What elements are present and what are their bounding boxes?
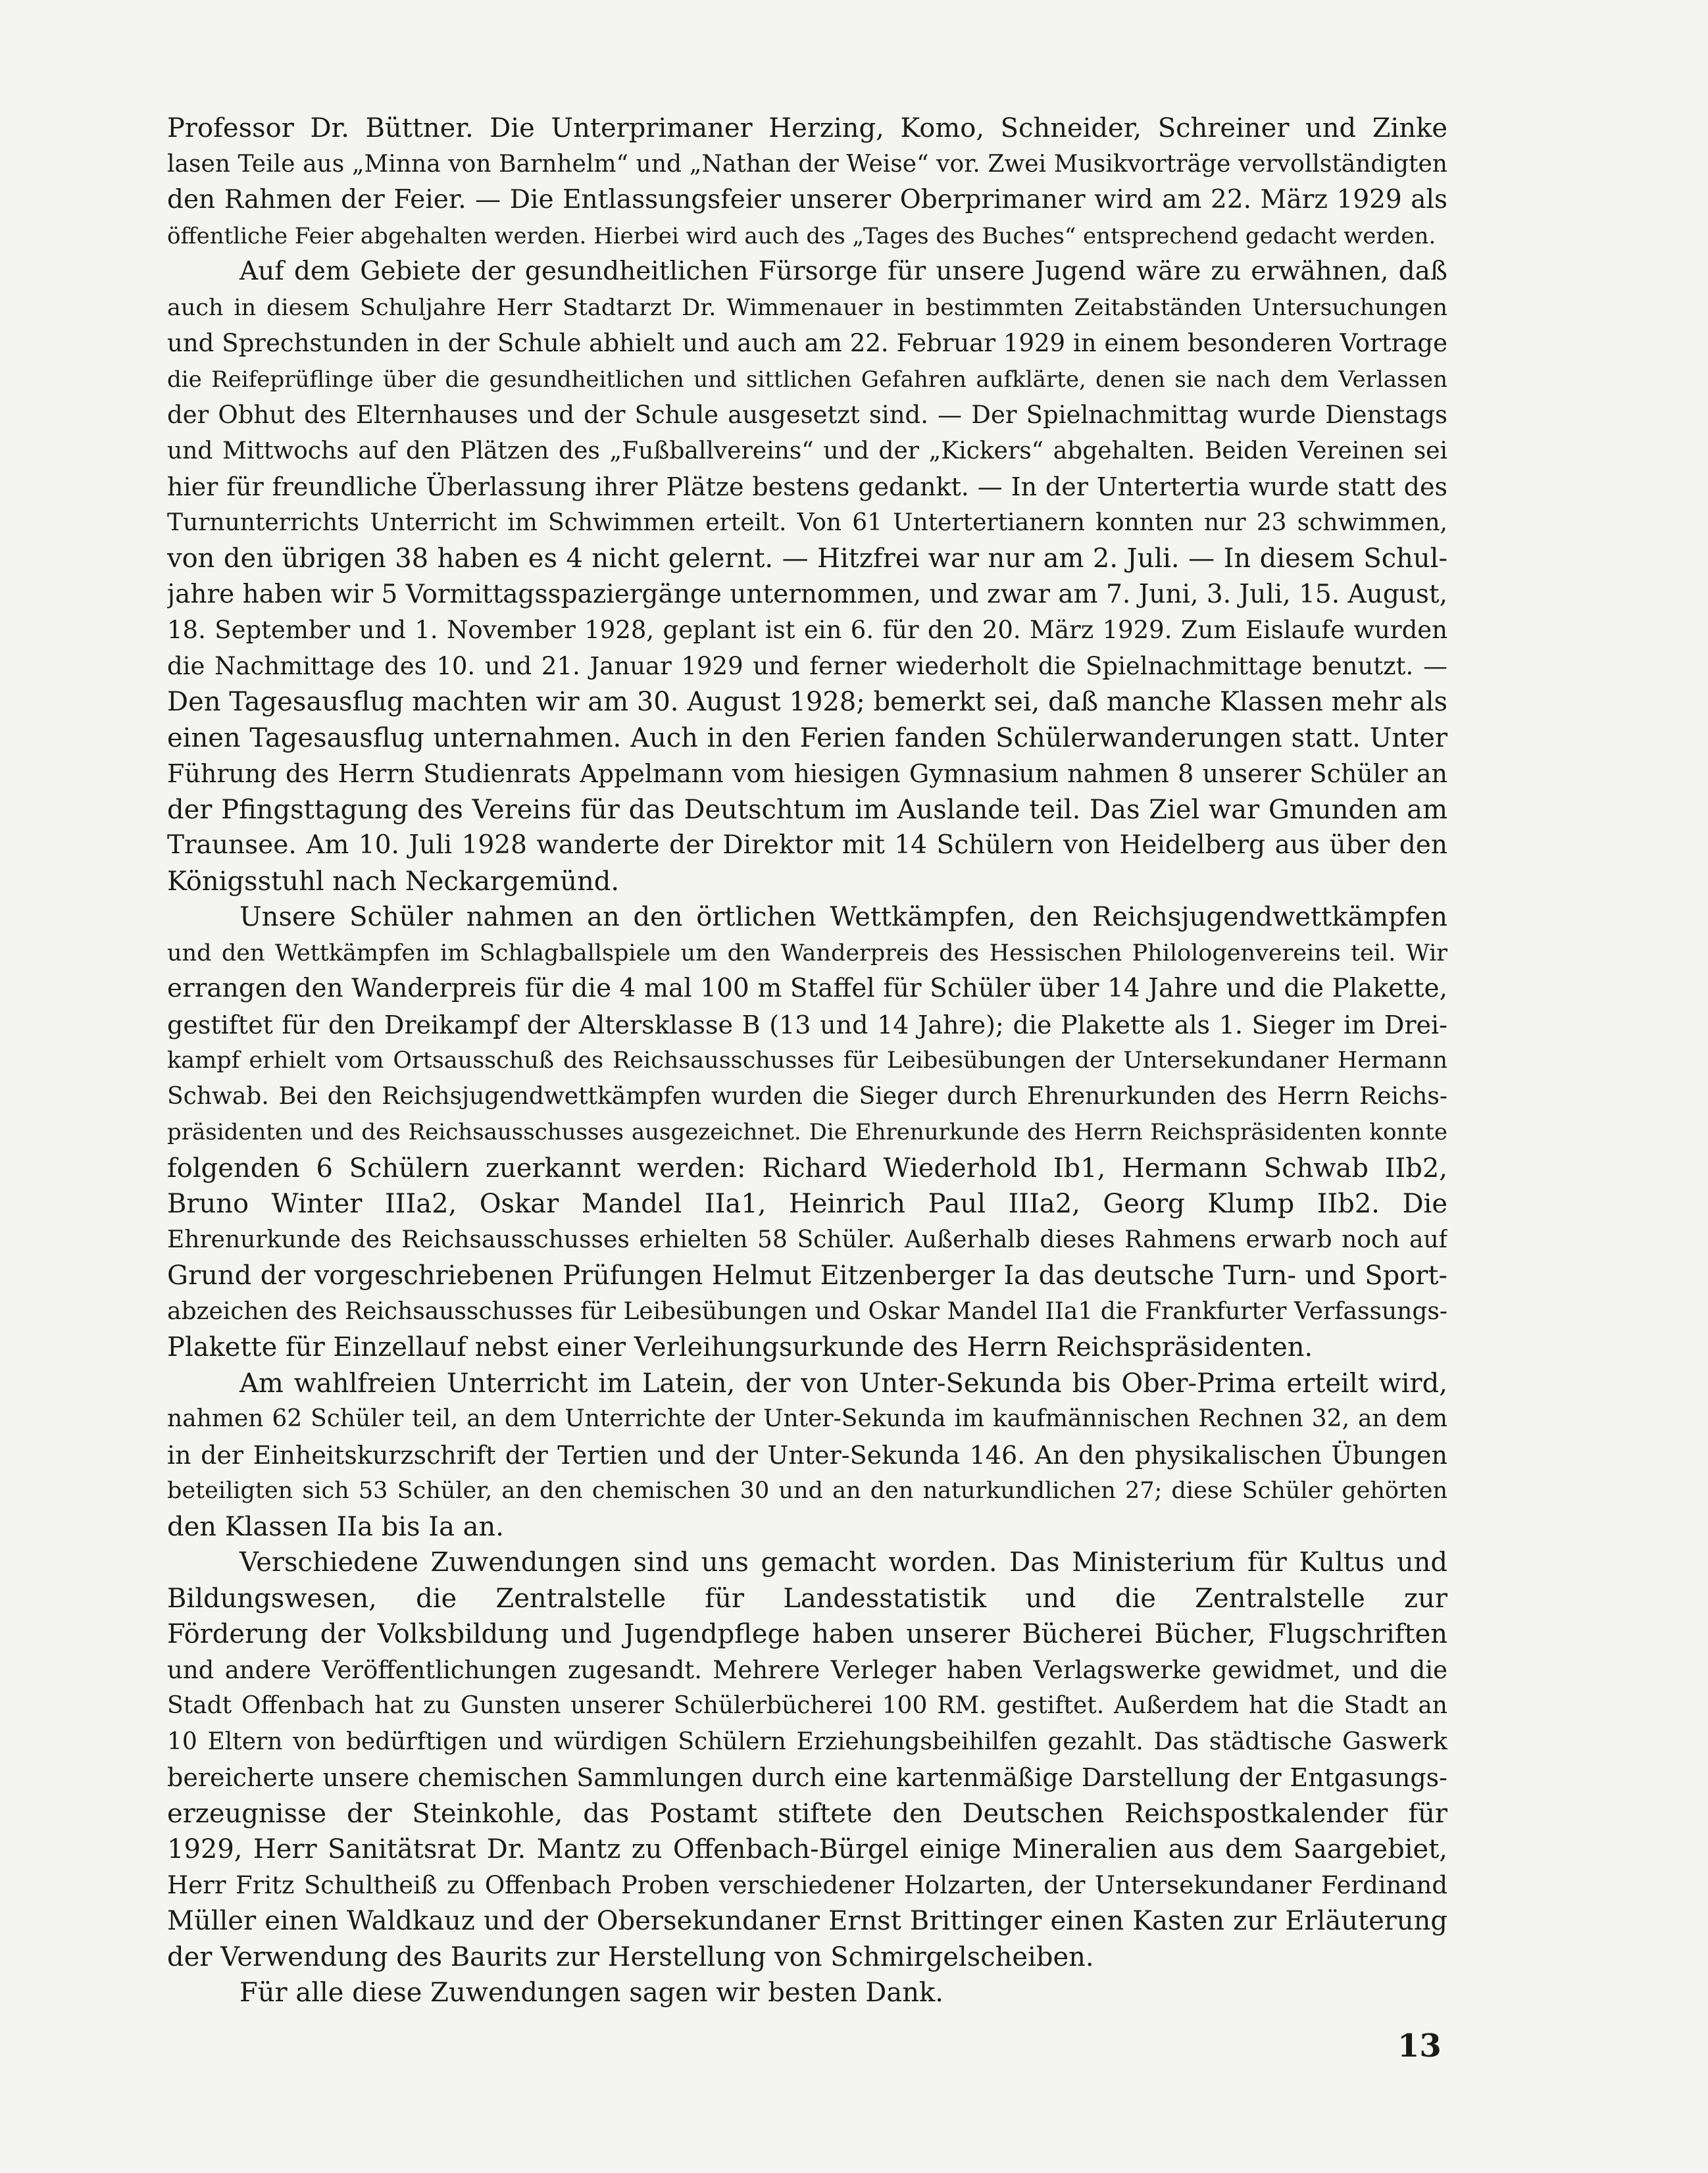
text-line: Förderung der Volksbildung und Jugendpflege haben unserer Bücherei Bücher, Flugschriften bbox=[167, 1619, 1447, 1649]
text-line: nahmen 62 Schüler teil, an dem Unterrichte der Unter-Sekunda im kaufmännischen Rechnen 32, an dem bbox=[167, 1405, 1447, 1432]
text-line: präsidenten und des Reichsausschusses ausgezeichnet. Die Ehrenurkunde des Herrn Reichspräsidenten konnte bbox=[167, 1119, 1447, 1145]
text-line: einen Tagesausflug unternahmen. Auch in den Ferien fanden Schülerwanderungen statt. Unter bbox=[167, 722, 1447, 753]
text-line: Grund der vorgeschriebenen Prüfungen Helmut Eitzenberger Ia das deutsche Turn- und Sport- bbox=[167, 1261, 1447, 1291]
text-line: der Verwendung des Baurits zur Herstellung von Schmirgelscheiben. bbox=[167, 1941, 1094, 1972]
text-line: Königsstuhl nach Neckargemünd. bbox=[167, 866, 620, 897]
text-line: abzeichen des Reichsausschusses für Leibesübungen und Oskar Mandel IIa1 die Frankfurter Verfassungs- bbox=[167, 1297, 1447, 1325]
text-line: Den Tagesausflug machten wir am 30. August 1928; bemerkt sei, daß manche Klassen mehr als bbox=[167, 687, 1447, 717]
text-line: Verschiedene Zuwendungen sind uns gemacht worden. Das Ministerium für Kultus und bbox=[239, 1547, 1447, 1578]
text-line: Turnunterrichts Unterricht im Schwimmen erteilt. Von 61 Untertertianern konnten nur 23 schwimmen, bbox=[167, 509, 1447, 536]
text-line: die Nachmittage des 10. und 21. Januar 1929 und ferner wiederholt die Spielnachmittage benutzt. — bbox=[167, 651, 1447, 680]
text-line: Führung des Herrn Studienrats Appelmann vom hiesigen Gymnasium nahmen 8 unserer Schüler an bbox=[167, 759, 1447, 788]
text-line: erzeugnisse der Steinkohle, das Postamt stiftete den Deutschen Reichspostkalender für bbox=[167, 1798, 1447, 1829]
text-line: Bildungswesen, die Zentralstelle für Landesstatistik und die Zentralstelle zur bbox=[167, 1583, 1447, 1614]
paragraph bbox=[167, 111, 1447, 254]
text-line: Für alle diese Zuwendungen sagen wir besten Dank. bbox=[239, 1978, 943, 2008]
text-line: Unsere Schüler nahmen an den örtlichen Wettkämpfen, den Reichsjugendwettkämpfen bbox=[239, 902, 1447, 932]
text-line: errangen den Wanderpreis für die 4 mal 100 m Staffel für Schüler über 14 Jahre und die Plakette, bbox=[167, 974, 1447, 1003]
text-line: 18. September und 1. November 1928, geplant ist ein 6. für den 20. März 1929. Zum Eislaufe wurden bbox=[167, 616, 1447, 644]
text-line: Ehrenurkunde des Reichsausschusses erhielten 58 Schüler. Außerhalb dieses Rahmens erwarb noch auf bbox=[167, 1226, 1447, 1253]
paragraph bbox=[167, 899, 1447, 1366]
text-line: und Mittwochs auf den Plätzen des „Fußballvereins“ und der „Kickers“ abgehalten. Beiden Vereinen sei bbox=[167, 437, 1447, 464]
text-line: 10 Eltern von bedürftigen und würdigen Schülern Erziehungsbeihilfen gezahlt. Das städtische Gaswerk bbox=[167, 1728, 1447, 1755]
text-line: die Reifeprüflinge über die gesundheitlichen und sittlichen Gefahren aufklärte, denen sie nach dem Verlassen bbox=[167, 366, 1447, 393]
body-text bbox=[167, 111, 1447, 2011]
text-line: Plakette für Einzellauf nebst einer Verleihungsurkunde des Herrn Reichspräsidenten. bbox=[167, 1332, 1313, 1362]
text-line: beteiligten sich 53 Schüler, an den chemischen 30 und an den naturkundlichen 27; diese Schüler gehörten bbox=[167, 1478, 1447, 1504]
page-number: 13 bbox=[1397, 2028, 1442, 2064]
text-line: gestiftet für den Dreikampf der Altersklasse B (13 und 14 Jahre); die Plakette als 1. Sieger im Drei- bbox=[167, 1010, 1447, 1039]
text-line: Schwab. Bei den Reichsjugendwettkämpfen wurden die Sieger durch Ehrenurkunden des Herrn Reichs- bbox=[167, 1082, 1447, 1110]
text-line: Stadt Offenbach hat zu Gunsten unserer Schülerbücherei 100 RM. gestiftet. Außerdem hat die Stadt an bbox=[167, 1692, 1447, 1719]
text-line: folgenden 6 Schülern zuerkannt werden: Richard Wiederhold Ib1, Hermann Schwab IIb2, bbox=[167, 1153, 1447, 1184]
text-line: von den übrigen 38 haben es 4 nicht gelernt. — Hitzfrei war nur am 2. Juli. — In diesem Schul- bbox=[167, 543, 1447, 574]
text-line: hier für freundliche Überlassung ihrer Plätze bestens gedankt. — In der Untertertia wurde statt des bbox=[167, 472, 1447, 501]
text-line: lasen Teile aus „Minna von Barnhelm“ und „Nathan der Weise“ vor. Zwei Musikvorträge vervollständigten bbox=[167, 150, 1447, 178]
text-line: Herr Fritz Schultheiß zu Offenbach Proben verschiedener Holzarten, der Untersekundaner Ferdinand bbox=[167, 1870, 1447, 1899]
text-line: kampf erhielt vom Ortsausschuß des Reichsausschusses für Leibesübungen der Untersekundaner Hermann bbox=[167, 1047, 1447, 1074]
paragraph bbox=[167, 1975, 1447, 2011]
paragraph bbox=[167, 1366, 1447, 1545]
text-line: Müller einen Waldkauz und der Obersekundaner Ernst Brittinger einen Kasten zur Erläuterung bbox=[167, 1906, 1447, 1936]
text-line: und andere Veröffentlichungen zugesandt. Mehrere Verleger haben Verlagswerke gewidmet, und die bbox=[167, 1655, 1447, 1684]
text-line: Bruno Winter IIIa2, Oskar Mandel IIa1, Heinrich Paul IIIa2, Georg Klump IIb2. Die bbox=[167, 1189, 1447, 1219]
text-line: in der Einheitskurzschrift der Tertien und der Unter-Sekunda 146. An den physikalischen Übungen bbox=[167, 1440, 1447, 1470]
text-line: Traunsee. Am 10. Juli 1928 wanderte der Direktor mit 14 Schülern von Heidelberg aus über den bbox=[167, 830, 1447, 860]
text-line: bereicherte unsere chemischen Sammlungen durch eine kartenmäßige Darstellung der Entgasungs- bbox=[167, 1763, 1447, 1792]
text-line: der Pfingsttagung des Vereins für das Deutschtum im Auslande teil. Das Ziel war Gmunden am bbox=[167, 794, 1447, 825]
text-line: und den Wettkämpfen im Schlagballspiele um den Wanderpreis des Hessischen Philologenvereins teil. Wir bbox=[167, 939, 1447, 966]
text-line: auch in diesem Schuljahre Herr Stadtarzt Dr. Wimmenauer in bestimmten Zeitabständen Untersuchungen bbox=[167, 294, 1447, 321]
text-line: öffentliche Feier abgehalten werden. Hierbei wird auch des „Tages des Buches“ entsprechend gedacht werden. bbox=[167, 222, 1436, 249]
text-line: den Rahmen der Feier. — Die Entlassungsfeier unserer Oberprimaner wird am 22. März 1929 als bbox=[167, 185, 1447, 214]
text-line: und Sprechstunden in der Schule abhielt und auch am 22. Februar 1929 in einem besonderen Vortrage bbox=[167, 329, 1447, 357]
paragraph bbox=[167, 1545, 1447, 1975]
paragraph bbox=[167, 254, 1447, 899]
text-line: Am wahlfreien Unterricht im Latein, der von Unter-Sekunda bis Ober-Prima erteilt wird, bbox=[239, 1368, 1447, 1399]
text-line: den Klassen IIa bis Ia an. bbox=[167, 1511, 504, 1542]
text-line: Auf dem Gebiete der gesundheitlichen Fürsorge für unsere Jugend wäre zu erwähnen, daß bbox=[239, 257, 1447, 286]
text-line: jahre haben wir 5 Vormittagsspaziergänge unternommen, und zwar am 7. Juni, 3. Juli, 15. August, bbox=[167, 579, 1447, 609]
text-line: 1929, Herr Sanitätsrat Dr. Mantz zu Offenbach-Bürgel einige Mineralien aus dem Saargebiet, bbox=[167, 1834, 1447, 1864]
text-line: Professor Dr. Büttner. Die Unterprimaner Herzing, Komo, Schneider, Schreiner und Zinke bbox=[167, 113, 1447, 143]
text-line: der Obhut des Elternhauses und der Schule ausgesetzt sind. — Der Spielnachmittag wurde Dienstags bbox=[167, 401, 1447, 429]
